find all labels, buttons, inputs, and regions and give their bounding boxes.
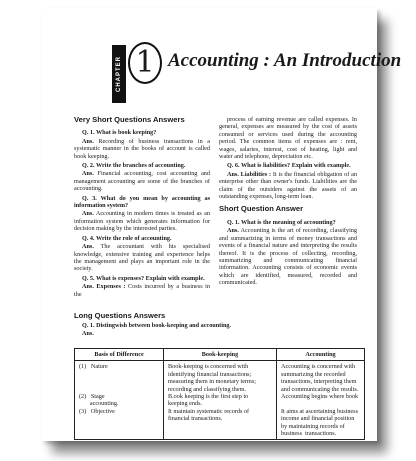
answer — [74, 170, 210, 192]
basis-cell — [75, 361, 164, 440]
answer-text: Recording of business transactions in a systematic manner in the books of account is called book keeping. — [74, 137, 210, 160]
answer-text: It is the financial obligation of an enterprise other than owner's funds. Liabilities are the claim of the outsiders against the assets of an outstanding expenses, long-term loan. — [219, 170, 357, 201]
cell-line: identifying financial transactions; — [168, 370, 252, 378]
cell-line: (3) Objective — [79, 407, 115, 415]
chapter-number: 1 — [128, 42, 162, 84]
difference-table — [74, 348, 365, 440]
answer-label: Ans. Liabilities : — [227, 170, 272, 178]
cell-line: measuring them in monetary terms; — [168, 378, 256, 386]
question: Q. 6. What is liabilities? Explain with example. — [227, 162, 351, 170]
header-book-keeping: Book-keeping — [164, 349, 277, 361]
answer — [219, 171, 357, 201]
question: Q. 1. What is the meaning of accounting? — [227, 218, 336, 226]
cell-line: financial transactions. — [168, 415, 223, 423]
answer-label: Ans. — [82, 210, 94, 218]
chapter-label: CHAPTER — [112, 45, 126, 103]
cell-line: (1) Nature — [79, 363, 108, 371]
cell-line — [79, 378, 159, 385]
cell-line: It maintain systematic records of — [168, 407, 250, 415]
cell-line: B.ook keeping is the first step to — [168, 393, 249, 401]
left-column — [74, 116, 210, 299]
answer-text: Costs incurred by a business in the — [74, 283, 210, 298]
question: Q. 1. What is book keeping? — [82, 129, 157, 137]
book-page — [42, 8, 402, 441]
answer — [74, 243, 210, 273]
cell-line: income and financial position — [281, 415, 355, 423]
answer-label: Ans. — [227, 227, 239, 235]
long-question: Q. 1. Distingwish between book-keeping and accounting. — [82, 322, 232, 330]
left-qa-list — [74, 129, 210, 298]
answer-text: process of earning revenue are called expenses. In general, expenses are measured by the cost of assets consumed or services used during the accounting period. The common items of expenses are : rent, wages, salaries, interest, cost of heating, light and water and telephone, depreciation etc. — [219, 116, 357, 161]
book-keeping-cell — [164, 361, 277, 440]
question: Q. 4. Write the role of accounting. — [82, 234, 172, 242]
cell-line — [79, 371, 159, 378]
cell-line: accounting. — [79, 400, 119, 408]
long-questions-heading: Long Questions Answers — [74, 311, 166, 320]
cell-line: recording and classifying them. — [168, 385, 247, 393]
cell-line: and communicating the results. — [281, 385, 359, 393]
paragraph — [219, 116, 357, 160]
answer-text: Accounting in modern times is treated as an information system which generates information for decision making by the interested parties. — [74, 210, 210, 233]
table-header-row — [75, 349, 365, 361]
cell-line: by maintaining records of — [281, 422, 345, 430]
long-questions-block — [74, 312, 364, 337]
answer-label: Ans. — [82, 170, 94, 178]
table-row — [75, 361, 365, 440]
header-accounting: Accounting — [277, 349, 365, 361]
cell-line — [79, 386, 159, 393]
answer — [74, 138, 210, 160]
answer-label: Ans. — [82, 137, 94, 145]
answer-label: Ans. — [82, 243, 94, 251]
cell-line: business transactions. — [281, 430, 337, 438]
cell-line: summarizing the recorded — [281, 370, 346, 378]
right-column — [219, 116, 357, 288]
chapter-title: Accounting : An Introduction — [168, 50, 402, 71]
answer-text: Accounting is the art of recording, classifying and summarizing in terms of money transactions and events of a financial nature and interpreting the results thereof. It is the process of collecting, recording, summarizing and communicating financial information. Accounting consists of economic events which are identified, measured, recorded and communicated. — [219, 227, 357, 287]
cell-line: (2) Stage — [79, 393, 105, 401]
right-qa-list — [219, 116, 357, 200]
very-short-heading: Very Short Questions Answers — [74, 115, 185, 124]
cell-line — [281, 400, 360, 407]
cell-line: keeping ends. — [168, 400, 203, 408]
cell-line: Accounting is concerned with — [281, 363, 356, 371]
answer-text: Financial accounting, cost accounting and management accounting are some of the branches of accounting. — [74, 170, 210, 193]
answer — [74, 283, 210, 298]
short-answer-heading: Short Question Answer — [219, 204, 304, 214]
question: Q. 2. Write the branches of accounting. — [82, 162, 186, 170]
answer-label: Ans. Expenses : — [82, 283, 126, 291]
question: Q. 3. What do you mean by accounting as information system? — [74, 194, 210, 210]
long-answer-label: Ans. — [82, 329, 94, 337]
answer — [219, 227, 357, 286]
short-answer-list — [219, 219, 357, 287]
question: Q. 5. What is expenses? Explain with example. — [82, 274, 205, 282]
cell-line: Accounting begins where book — [281, 393, 359, 401]
answer-text: The accountant with his specialised knowledge, extensive training and experience helps the management and plays an important role in the society. — [74, 243, 210, 273]
cell-line: It aims at ascertaining business — [281, 407, 358, 415]
accounting-cell — [277, 361, 365, 440]
cell-line: transactions, interpreting them — [281, 378, 357, 386]
cell-line: Book-keeping is concerned with — [168, 363, 249, 371]
header-basis: Basis of Difference — [75, 349, 164, 361]
answer — [74, 210, 210, 232]
